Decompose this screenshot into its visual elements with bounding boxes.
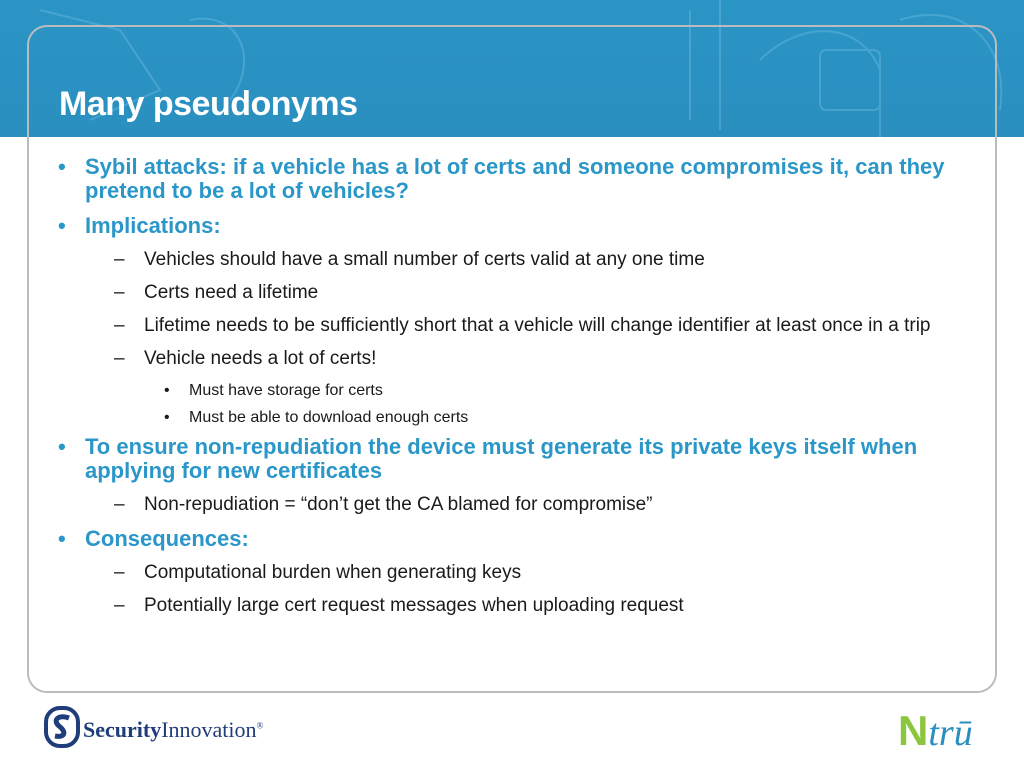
dash-marker: – [114, 595, 125, 616]
bullet-marker: • [164, 409, 170, 426]
bullet-text: Potentially large cert request messages when uploading request [144, 595, 684, 616]
bullet-level-1 [56, 527, 986, 551]
bullet-text: Lifetime needs to be sufficiently short that a vehicle will change identifier at least once in a trip [144, 315, 931, 336]
bullet-text: Certs need a lifetime [144, 282, 319, 303]
bullet-level-1 [56, 155, 986, 203]
bullet-level-2 [56, 595, 986, 616]
bullet-text: Vehicles should have a small number of certs valid at any one time [144, 249, 705, 270]
bullet-text: To ensure non-repudiation the device must generate its private keys itself when applying for new certificates [85, 434, 918, 483]
dash-marker: – [114, 494, 125, 515]
registered-mark: ® [256, 720, 264, 731]
slide-title: Many pseudonyms [59, 85, 358, 123]
bullet-text: Must have storage for certs [189, 382, 383, 399]
bullet-level-2 [56, 315, 986, 336]
bullet-marker: • [58, 213, 66, 238]
bullet-level-2 [56, 282, 986, 303]
bullet-marker: • [164, 382, 170, 399]
bullet-level-3 [56, 408, 986, 427]
dash-marker: – [114, 348, 125, 369]
bullet-text: Sybil attacks: if a vehicle has a lot of certs and someone compromises it, can they pretend to be a lot of vehicles? [85, 154, 945, 203]
security-innovation-part2: Innovation [161, 717, 257, 742]
dash-marker: – [114, 562, 125, 583]
bullet-text: Implications: [85, 213, 221, 238]
bullet-text: Computational burden when generating keys [144, 562, 522, 583]
bullet-marker: • [58, 526, 66, 551]
bullet-level-2 [56, 249, 986, 270]
bullet-level-1 [56, 214, 986, 238]
security-innovation-logo [83, 717, 263, 743]
dash-marker: – [114, 249, 125, 270]
security-innovation-part1: Security [83, 717, 162, 742]
bullet-marker: • [58, 154, 66, 179]
bullet-text: Must be able to download enough certs [189, 409, 469, 426]
bullet-list [56, 155, 986, 628]
bullet-level-2 [56, 562, 986, 583]
dash-marker: – [114, 282, 125, 303]
ntru-logo-n: N [898, 707, 929, 754]
ntru-logo [898, 707, 973, 755]
bullet-text: Non-repudiation = “don’t get the CA blamed for compromise” [144, 494, 653, 515]
security-innovation-logo-icon [44, 706, 80, 748]
bullet-marker: • [58, 434, 66, 459]
bullet-level-1 [56, 435, 986, 483]
dash-marker: – [114, 315, 125, 336]
bullet-level-2 [56, 348, 986, 369]
bullet-text: Vehicle needs a lot of certs! [144, 348, 377, 369]
bullet-level-3 [56, 381, 986, 400]
bullet-text: Consequences: [85, 526, 249, 551]
bullet-level-2 [56, 494, 986, 515]
ntru-logo-tru: trū [928, 712, 973, 754]
